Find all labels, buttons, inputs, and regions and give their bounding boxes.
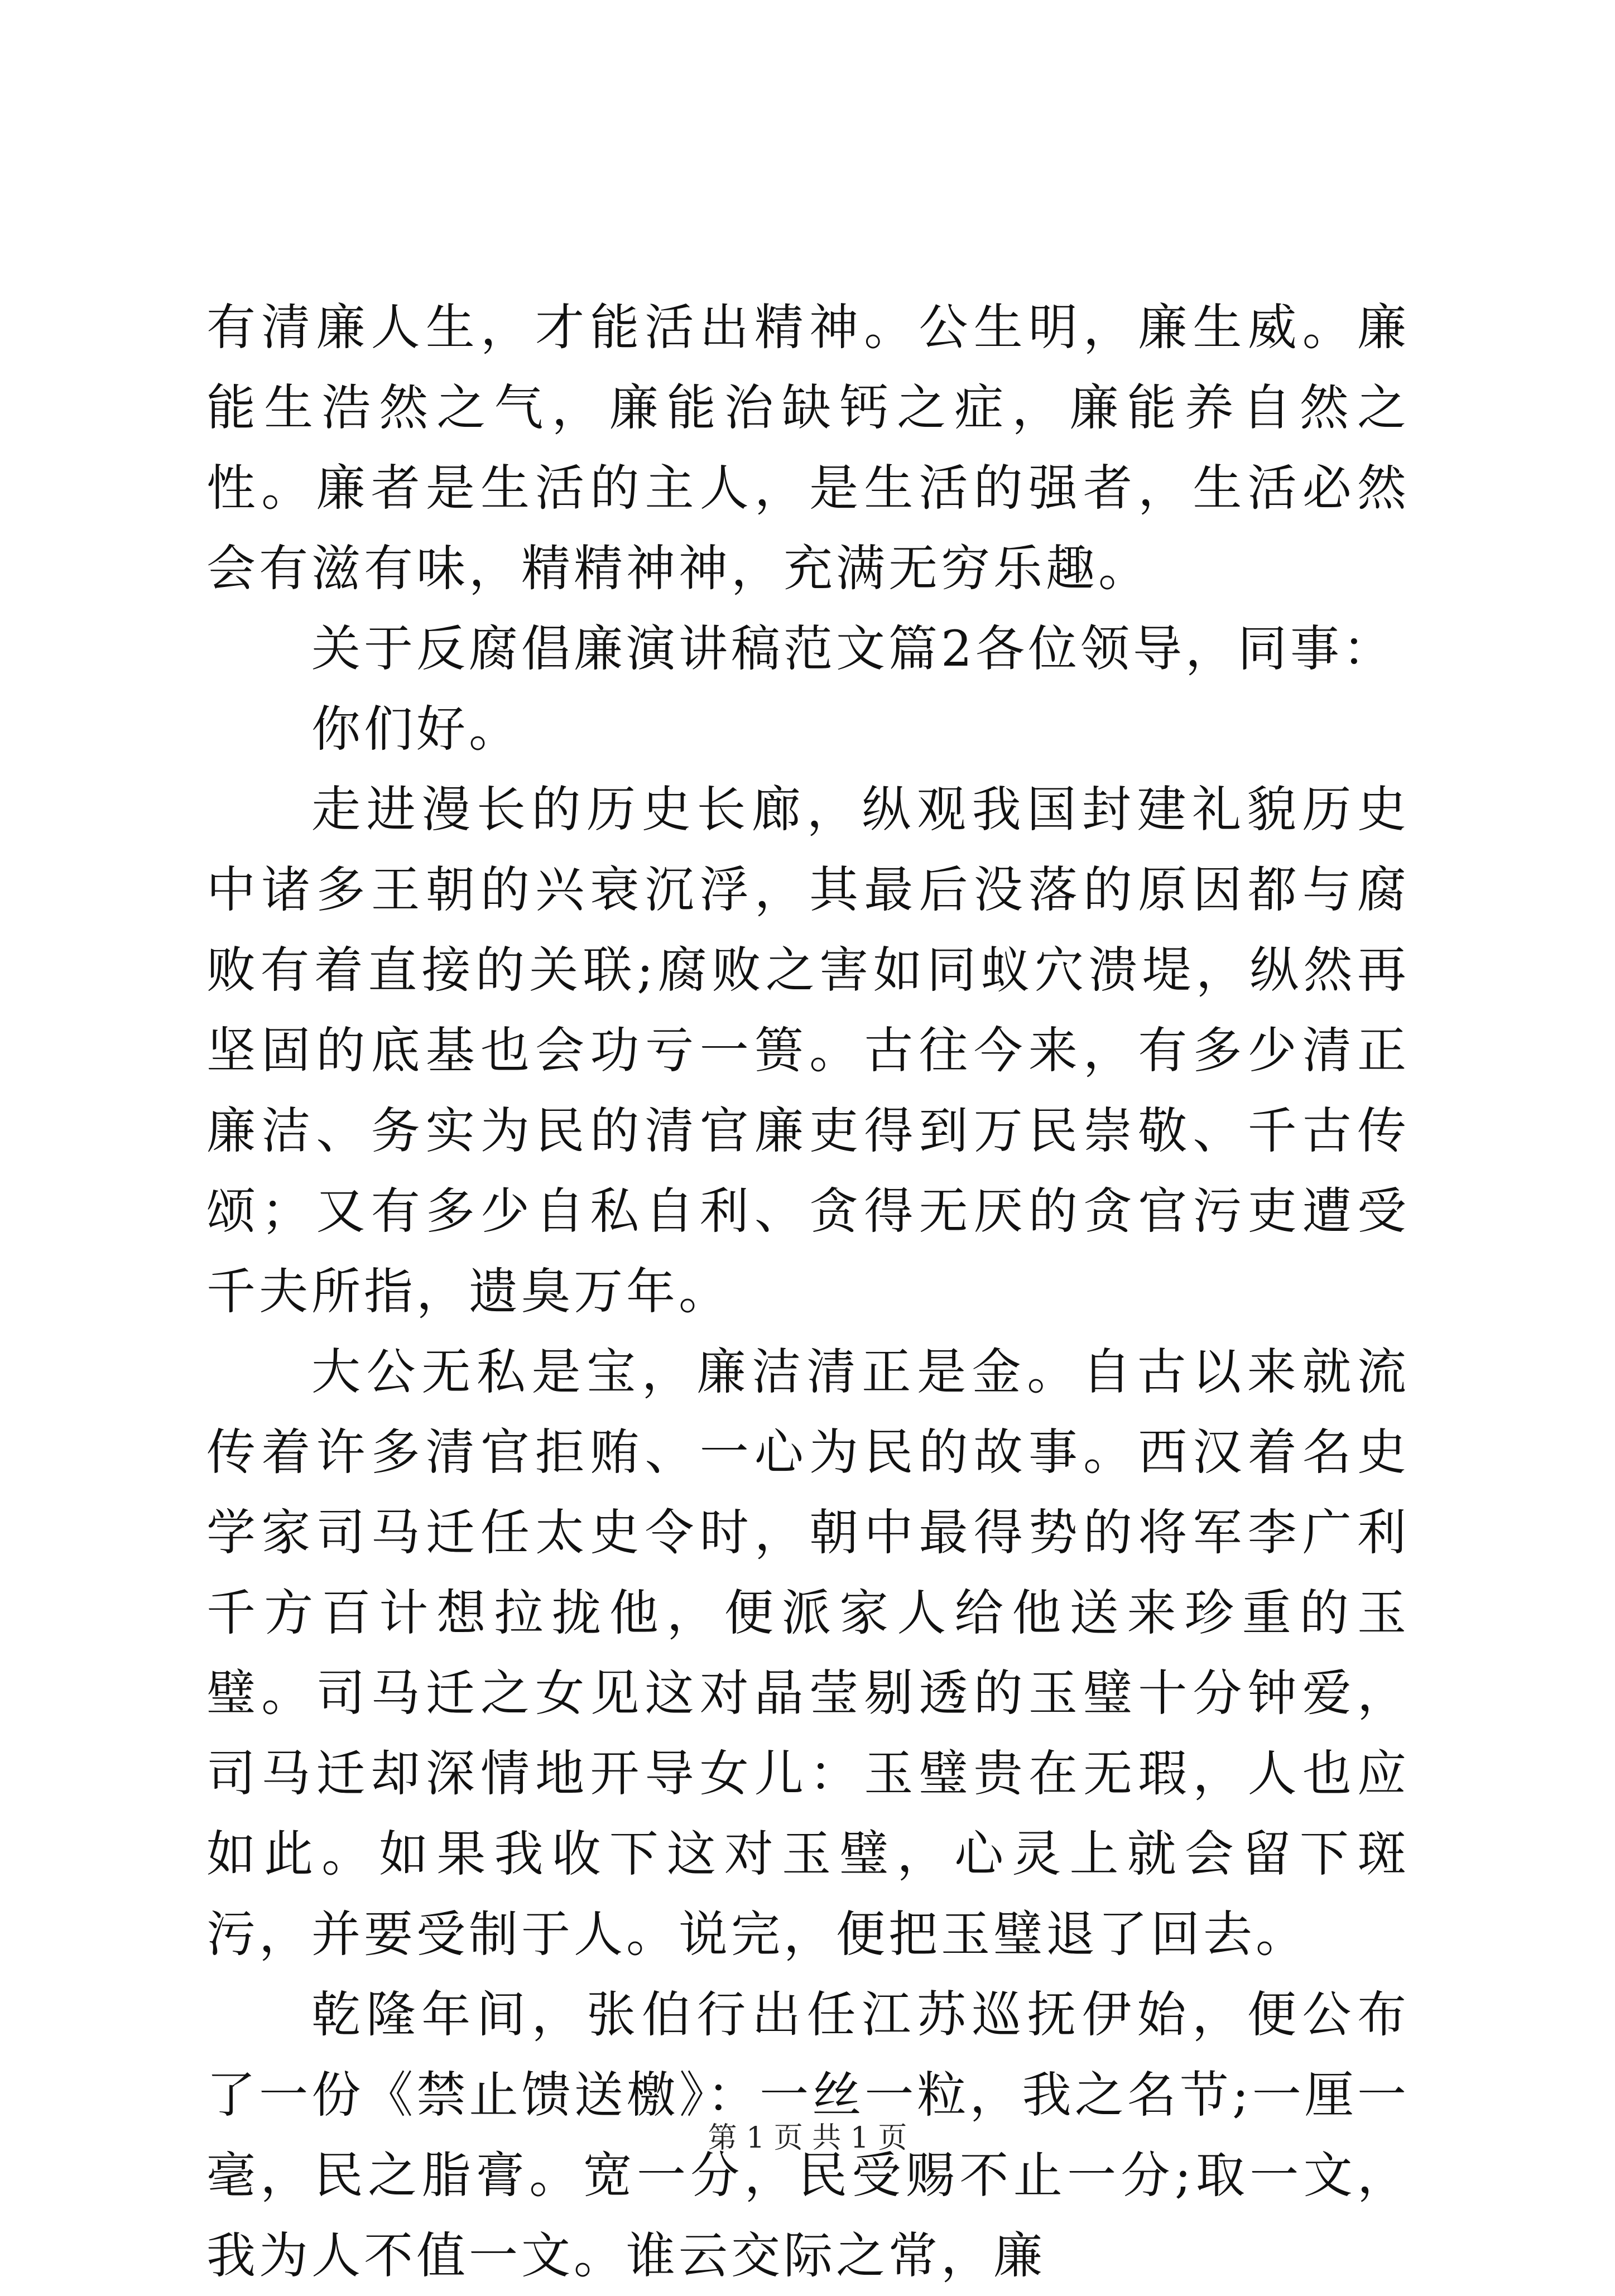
page-footer: 第 1 页 共 1 页 bbox=[708, 2121, 907, 2155]
paragraph-zhang-boxing: 乾隆年间，张伯行出任江苏巡抚伊始，便公布了一份《禁止馈送檄》：一丝一粒，我之名节;一厘一毫，民之脂膏。宽一分，民受赐不止一分;取一文，我为人不值一文。谁云交际之常，廉 bbox=[206, 1986, 1410, 2284]
document-body bbox=[206, 287, 1410, 2296]
paragraph-title-greeting: 关于反腐倡廉演讲稿范文篇2各位领导，同事： bbox=[311, 620, 1395, 677]
paragraph-history: 走进漫长的历史长廊，纵观我国封建礼貌历史中诸多王朝的兴衰沉浮，其最后没落的原因都与腐败有着直接的关联;腐败之害如同蚁穴溃堤，纵然再坚固的底基也会功亏一篑。古往今来，有多少清正廉洁、务实为民的清官廉吏得到万民崇敬、千古传颂；又有多少自私自利、贪得无厌的贪官污吏遭受千夫所指，遗臭万年。 bbox=[206, 781, 1410, 1320]
paragraph-sima-qian: 大公无私是宝，廉洁清正是金。自古以来就流传着许多清官拒贿、一心为民的故事。西汉着名史学家司马迁任太史令时，朝中最得势的将军李广利千方百计想拉拢他，便派家人给他送来珍重的玉璧。司马迁之女见这对晶莹剔透的玉璧十分钟爱，司马迁却深情地开导女儿：玉璧贵在无瑕，人也应如此。如果我收下这对玉璧，心灵上就会留下斑污，并要受制于人。说完，便把玉璧退了回去。 bbox=[206, 1343, 1410, 1963]
paragraph-continuation: 有清廉人生，才能活出精神。公生明，廉生威。廉能生浩然之气，廉能治缺钙之症，廉能养自然之性。廉者是生活的主人，是生活的强者，生活必然会有滋有味，精精神神，充满无穷乐趣。 bbox=[206, 299, 1410, 597]
paragraph-salutation: 你们好。 bbox=[311, 700, 522, 758]
